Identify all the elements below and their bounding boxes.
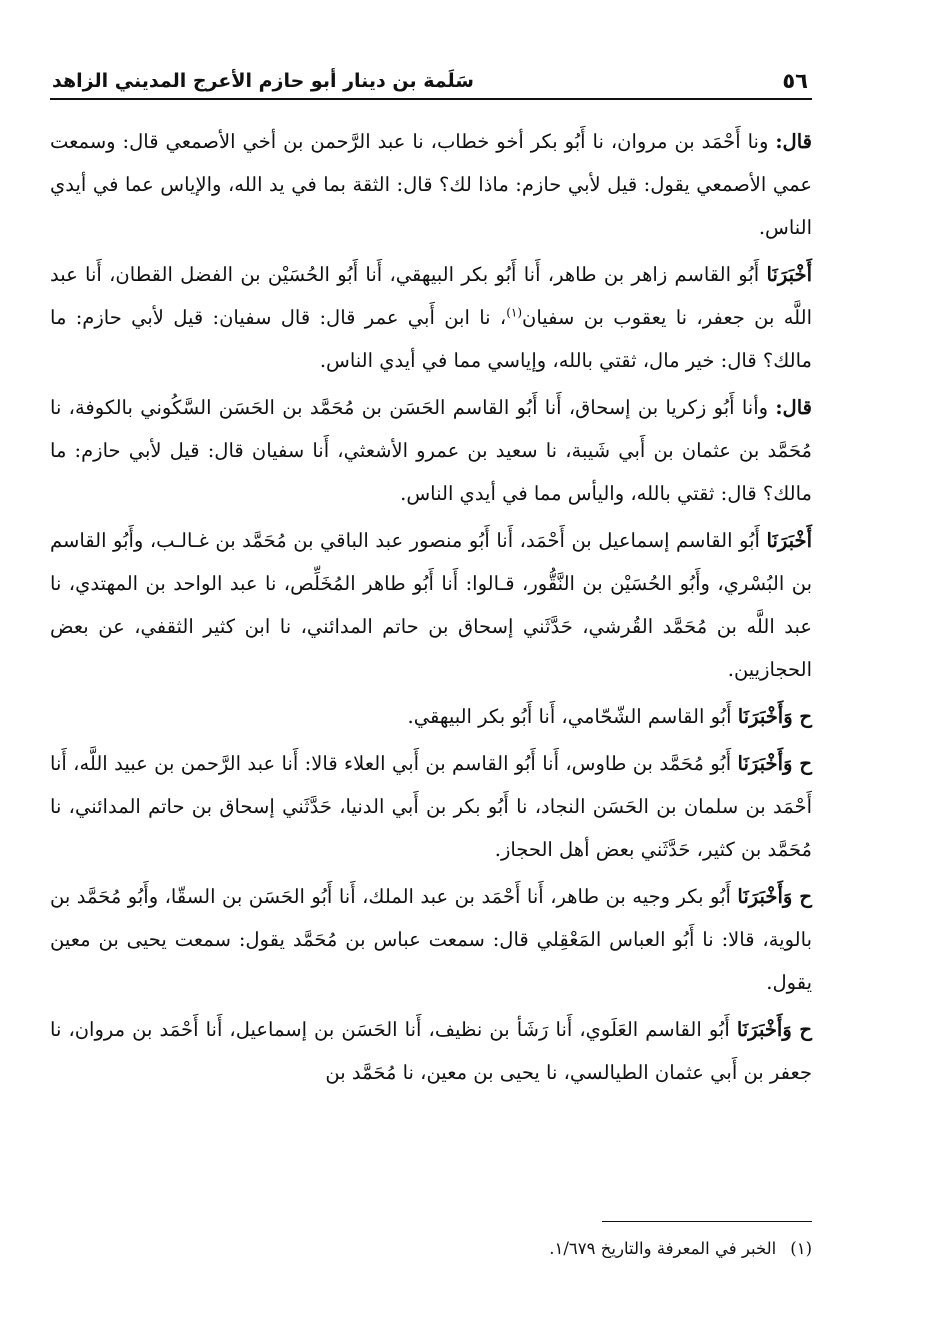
paragraph-lead: ح وَأَخْبَرَنَا — [737, 752, 812, 775]
paragraph — [50, 695, 812, 738]
paragraph-lead: أَخْبَرَنَا — [766, 529, 812, 552]
paragraph-text: أَبُو القاسم العَلَوي، أَنا رَشَأ بن نظيف، أَنا الحَسَن بن إسماعيل، أَنا أَحْمَد بن مروان، نا جعفر بن أَبي عثمان الطيالسي، نا يحيى بن معين، نا مُحَمَّد بن — [50, 1018, 812, 1084]
paragraph-text: أَبُو القاسم زاهر بن طاهر، أَنا أَبُو بكر البيهقي، أَنا أَبُو الحُسَيْن بن الفضل القطان، أَنا عبد اللَّه بن جعفر، نا يعقوب بن سفيان — [50, 263, 812, 329]
paragraph — [50, 120, 812, 249]
paragraph — [50, 253, 812, 382]
paragraph-text: ، نا ابن أَبي عمر قال: قال سفيان: قيل لأبي حازم: ما مالك؟ قال: خير مال، ثقتي بالله، وإياسي مما في أيدي الناس. — [50, 306, 812, 372]
page-number: ٥٦ — [782, 69, 808, 93]
paragraph-lead: ح وَأَخْبَرَنَا — [737, 885, 812, 908]
paragraph-lead: أَخْبَرَنَا — [766, 263, 812, 286]
paragraph-lead: قال: — [775, 130, 812, 153]
running-header — [50, 58, 812, 100]
paragraph-text: أَبُو القاسم الشّحّامي، أَنا أَبُو بكر البيهقي. — [407, 705, 738, 728]
paragraph — [50, 875, 812, 1004]
footnote-number: (١) — [790, 1239, 812, 1258]
main-text — [50, 120, 812, 1094]
paragraph — [50, 1008, 812, 1094]
paragraph — [50, 742, 812, 871]
paragraph — [50, 386, 812, 515]
paragraph-lead: قال: — [775, 396, 812, 419]
paragraph — [50, 519, 812, 691]
paragraph-text: ونا أَحْمَد بن مروان، نا أَبُو بكر أخو خطاب، نا عبد الرَّحمن بن أخي الأصمعي قال: وسمعت عمي الأصمعي يقول: قيل لأبي حازم: ماذا لك؟ قال: الثقة بما في يد الله، والإياس عما في أيدي الناس. — [50, 130, 812, 239]
paragraph-lead: ح وَأَخْبَرَنَا — [737, 705, 812, 728]
footnote-divider — [602, 1221, 812, 1222]
running-title: سَلَمة بن دينار أبو حازم الأعرج المديني الزاهد — [52, 70, 474, 92]
footnote-text: الخبر في المعرفة والتاريخ ١/٦٧٩. — [549, 1239, 777, 1258]
book-page — [50, 58, 812, 1318]
paragraph-text: أَبُو مُحَمَّد بن طاوس، أَنا أَبُو القاسم بن أَبي العلاء قالا: أَنا عبد الرَّحمن بن عبيد اللَّه، أَنا أَحْمَد بن سلمان بن الحَسَن النجاد، نا أَبُو بكر بن أَبي الدنيا، حَدَّثَني إسحاق بن حاتم المدائني، نا مُحَمَّد بن كثير، حَدَّثَني بعض أهل الحجاز. — [50, 752, 812, 861]
paragraph-text: وأنا أَبُو زكريا بن إسحاق، أَنا أَبُو القاسم الحَسَن بن مُحَمَّد بن الحَسَن السَّكُوني بالكوفة، نا مُحَمَّد بن عثمان بن أَبي شَيبة، نا سعيد بن عمرو الأشعثي، أَنا سفيان قال: قيل لأبي حازم: ما مالك؟ قال: ثقتي بالله، واليأس مما في أيدي الناس. — [50, 396, 812, 505]
paragraph-text: أَبُو القاسم إسماعيل بن أَحْمَد، أَنا أَبُو منصور عبد الباقي بن مُحَمَّد بن غـالـب، وأَبُو القاسم بن البُسْري، وأَبُو الحُسَيْن بن النَّقُّور، قـالوا: أَنا أَبُو طاهر المُخَلِّص، نا عبد الواحد بن المهتدي، نا عبد اللَّه بن مُحَمَّد القُرشي، حَدَّثَني إسحاق بن حاتم المدائني، نا ابن كثير الثقفي، عن بعض الحجازيين. — [50, 529, 813, 681]
footnote-reference: (١) — [506, 305, 523, 320]
paragraph-lead: ح وَأَخْبَرَنَا — [736, 1018, 812, 1041]
footnote — [549, 1236, 812, 1262]
paragraph-text: أَبُو بكر وجيه بن طاهر، أَنا أَحْمَد بن عبد الملك، أَنا أَبُو الحَسَن بن السقّا، وأَبُو مُحَمَّد بن بالوية، قالا: نا أَبُو العباس المَعْقِلي قال: سمعت عباس بن مُحَمَّد يقول: سمعت يحيى بن معين يقول. — [50, 885, 812, 994]
